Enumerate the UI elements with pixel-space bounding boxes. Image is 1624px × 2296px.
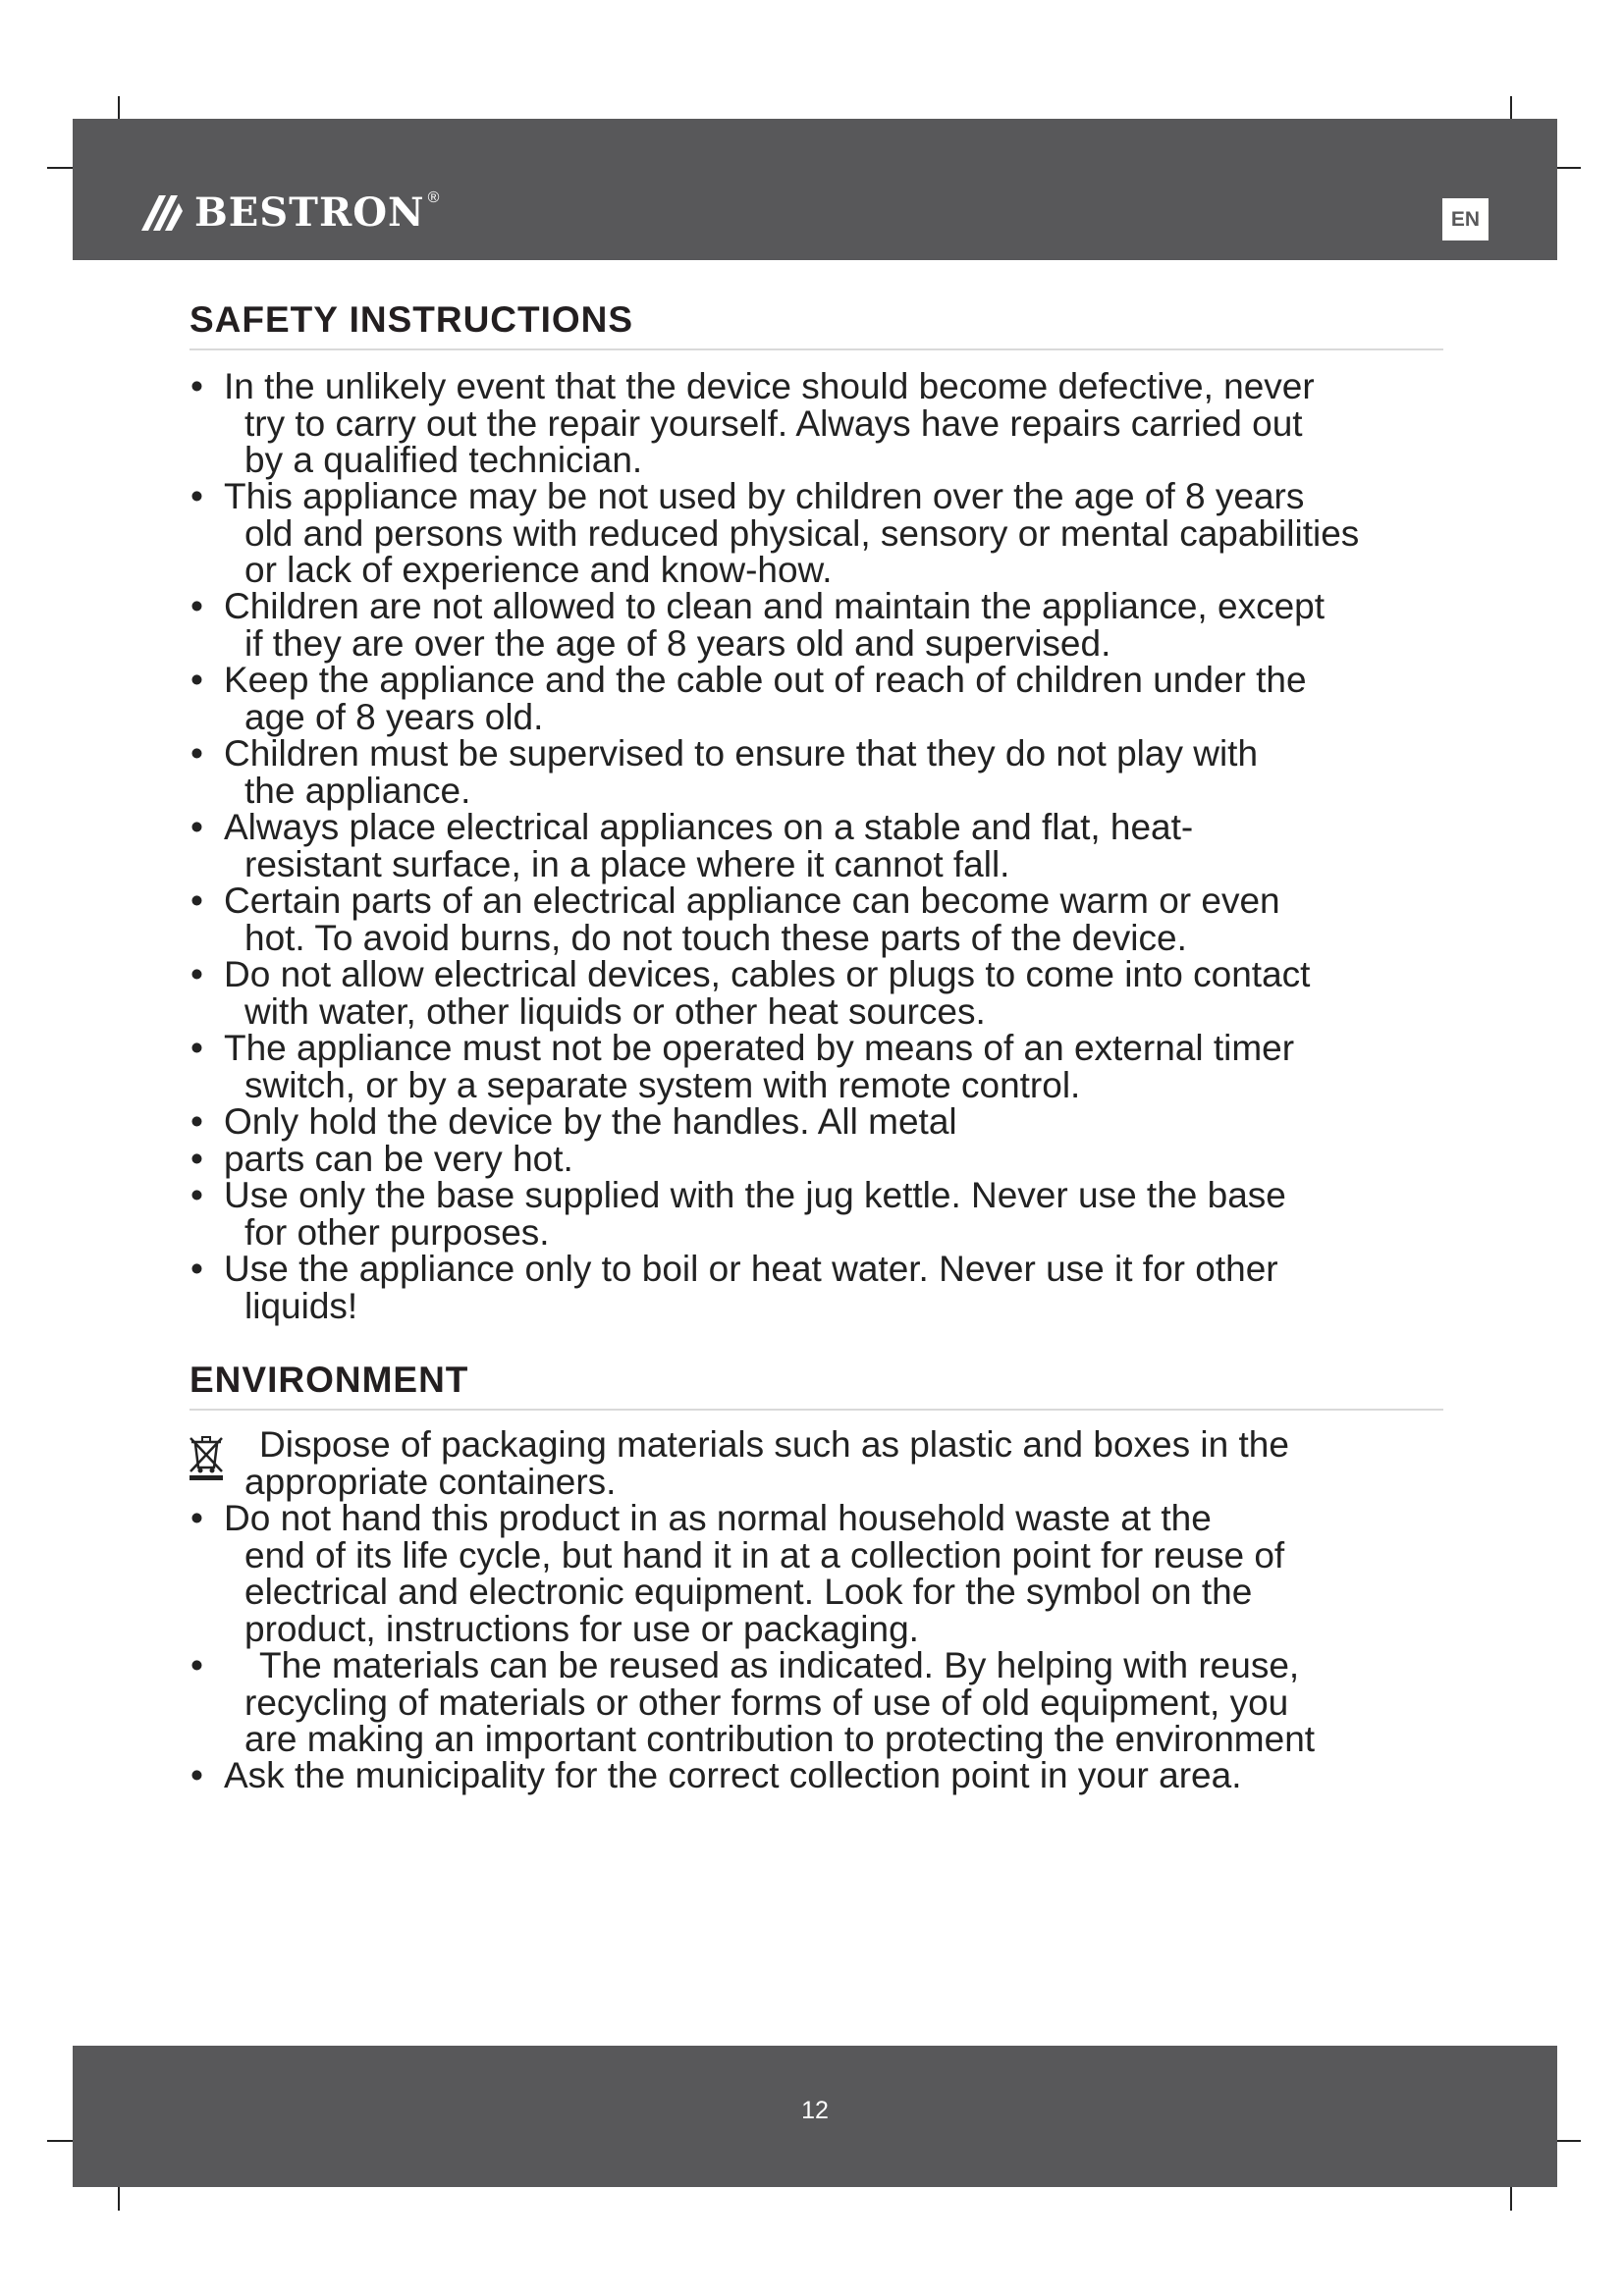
bullet-icon: •: [190, 1249, 203, 1289]
list-item: [190, 1175, 1461, 1253]
list-item: [190, 1249, 1461, 1326]
text-line: parts can be very hot.: [224, 1139, 573, 1179]
bullet-icon: •: [190, 1028, 203, 1068]
bullet-icon: •: [190, 1498, 203, 1538]
text-line: are making an important contribution to protecting the environment: [244, 1719, 1316, 1759]
text-line: hot. To avoid burns, do not touch these parts of the device.: [244, 917, 1187, 958]
text-line: old and persons with reduced physical, sensory or mental capabilities: [244, 512, 1360, 554]
bullet-icon: •: [190, 733, 203, 774]
text-line: Ask the municipality for the correct collection point in your area.: [224, 1755, 1242, 1795]
text-line: electrical and electronic equipment. Look for the symbol on the: [244, 1572, 1253, 1612]
text-line: switch, or by a separate system with remote control.: [244, 1064, 1081, 1105]
text-line: In the unlikely event that the device should become defective, never: [224, 366, 1315, 406]
page-number: 12: [801, 2097, 829, 2124]
text-line: The appliance must not be operated by means of an external timer: [224, 1028, 1295, 1068]
chevron-logo-icon: [139, 193, 185, 233]
bullet-icon: •: [190, 1755, 203, 1795]
bullet-icon: •: [190, 366, 203, 406]
bullet-icon: •: [190, 1175, 203, 1215]
text-line: Dispose of packaging materials such as plastic and boxes in the: [259, 1424, 1289, 1465]
list-item: [190, 954, 1461, 1032]
language-badge: EN: [1442, 198, 1489, 240]
text-line: Certain parts of an electrical appliance can become warm or even: [224, 881, 1280, 921]
list-item: [190, 1101, 1461, 1142]
text-line: appropriate containers.: [244, 1461, 617, 1502]
text-line: for other purposes.: [244, 1211, 550, 1253]
list-item: [190, 1028, 1461, 1105]
text-line: Always place electrical appliances on a stable and flat, heat-: [224, 807, 1194, 847]
list-item: [190, 807, 1461, 884]
environment-title: ENVIRONMENT: [189, 1361, 1443, 1411]
list-item: [190, 586, 1461, 664]
registered-mark: ®: [427, 189, 440, 206]
text-line: Only hold the device by the handles. All metal: [224, 1101, 957, 1142]
text-line: by a qualified technician.: [244, 440, 643, 480]
brand-logo: [139, 187, 439, 239]
list-item: [190, 733, 1461, 811]
footer-bar: [73, 2046, 1557, 2187]
text-line: the appliance.: [244, 770, 471, 811]
list-item: [190, 1139, 1461, 1179]
text-line: end of its life cycle, but hand it in at a collection point for reuse of: [244, 1534, 1285, 1575]
bullet-icon: •: [190, 660, 203, 700]
text-line: Do not hand this product in as normal household waste at the: [224, 1498, 1212, 1538]
list-item: [190, 660, 1461, 737]
text-line: Use only the base supplied with the jug kettle. Never use the base: [224, 1175, 1286, 1215]
bullet-icon: •: [190, 1645, 203, 1685]
text-line: recycling of materials or other forms of use of old equipment, you: [244, 1682, 1289, 1723]
bullet-icon: •: [190, 881, 203, 921]
list-item: [190, 1755, 1461, 1795]
text-line: The materials can be reused as indicated. By helping with reuse,: [259, 1645, 1300, 1685]
text-line: with water, other liquids or other heat sources.: [244, 990, 986, 1032]
text-line: Children must be supervised to ensure that they do not play with: [224, 733, 1259, 774]
list-item: [190, 881, 1461, 958]
text-line: or lack of experience and know-how.: [244, 550, 833, 590]
bullet-icon: •: [190, 1101, 203, 1142]
bullet-icon: •: [190, 586, 203, 626]
safety-title: SAFETY INSTRUCTIONS: [189, 300, 1443, 350]
brand-name: BESTRON: [194, 189, 425, 236]
bullet-icon: •: [190, 954, 203, 994]
list-item: [190, 1645, 1461, 1759]
list-item: [190, 366, 1461, 480]
header-bar: [73, 119, 1557, 260]
environment-intro: [224, 1426, 1461, 1500]
crossed-out-bin-icon: [188, 1434, 225, 1481]
text-line: This appliance may be not used by children over the age of 8 years: [224, 476, 1305, 516]
list-item: [190, 1498, 1461, 1649]
text-line: Use the appliance only to boil or heat water. Never use it for other: [224, 1249, 1278, 1289]
text-line: liquids!: [244, 1285, 358, 1326]
text-line: try to carry out the repair yourself. Always have repairs carried out: [244, 402, 1303, 444]
text-line: Keep the appliance and the cable out of reach of children under the: [224, 660, 1307, 700]
text-line: age of 8 years old.: [244, 696, 544, 737]
text-line: Do not allow electrical devices, cables or plugs to come into contact: [224, 954, 1311, 994]
bullet-icon: •: [190, 807, 203, 847]
bullet-icon: •: [190, 1139, 203, 1179]
list-item: [190, 476, 1461, 590]
text-line: Children are not allowed to clean and maintain the appliance, except: [224, 586, 1326, 626]
text-line: resistant surface, in a place where it cannot fall.: [244, 843, 1010, 884]
text-line: product, instructions for use or packaging.: [244, 1608, 919, 1649]
text-line: if they are over the age of 8 years old and supervised.: [244, 622, 1111, 664]
bullet-icon: •: [190, 476, 203, 516]
